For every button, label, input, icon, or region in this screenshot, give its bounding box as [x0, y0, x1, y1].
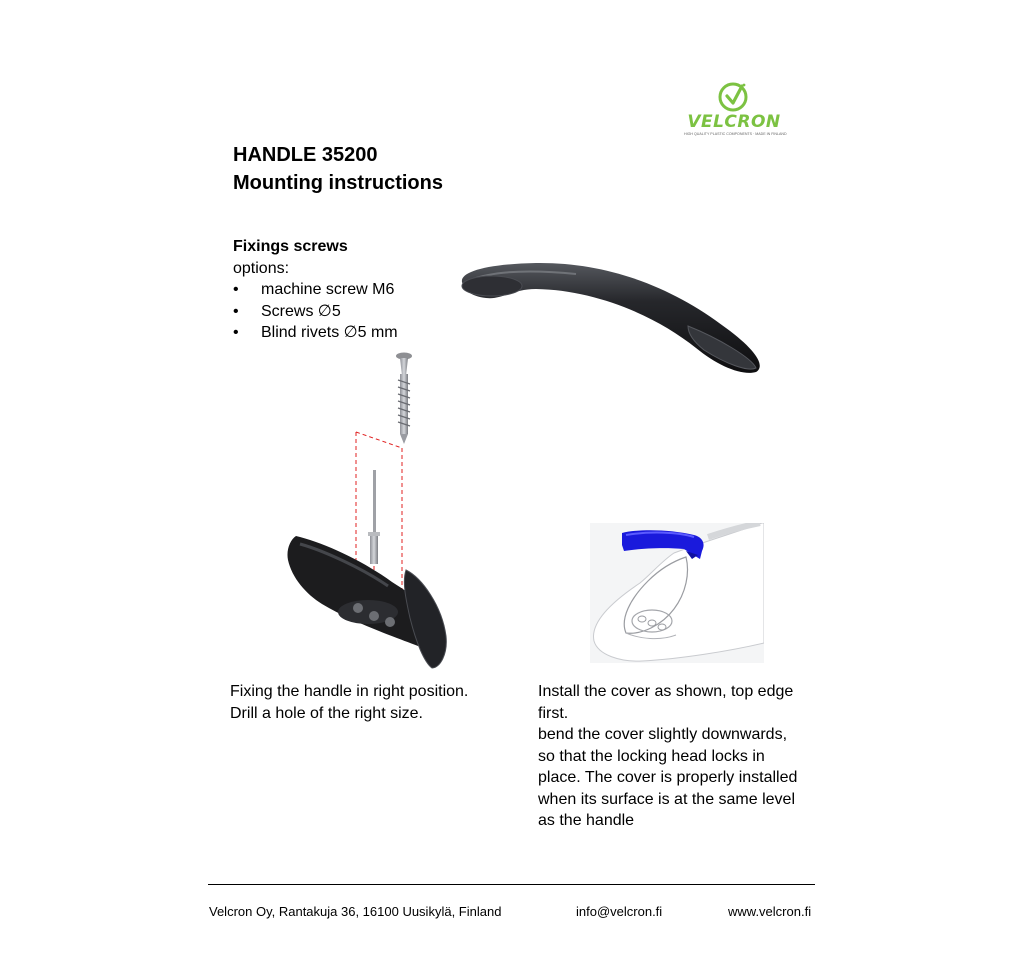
footer-email: info@velcron.fi: [576, 904, 663, 919]
drilling-diagram-image: [282, 346, 452, 672]
caption-line: as the handle: [538, 812, 635, 829]
fixings-heading: Fixings screws: [233, 238, 348, 255]
velcron-logo-icon: [718, 82, 750, 112]
list-item-text: Screws ∅5: [261, 302, 341, 320]
logo-wordmark: VELCRON: [687, 112, 781, 132]
caption-line: Fixing the handle in right position.: [230, 683, 469, 700]
footer-website: www.velcron.fi: [728, 904, 812, 919]
caption-line: first.: [538, 704, 569, 722]
caption-cover-install: [538, 681, 828, 832]
caption-line: when its surface is at the same level: [538, 790, 796, 808]
list-item-text: machine screw M6: [261, 281, 395, 298]
footer-divider: [208, 884, 815, 885]
caption-line: Install the cover as shown, top edge: [538, 683, 794, 700]
caption-line: place. The cover is properly installed: [538, 769, 798, 786]
caption-line: Drill a hole of the right size.: [230, 704, 423, 722]
list-item-text: Blind rivets ∅5 mm: [261, 324, 398, 341]
title-subtitle: Mounting instructions: [233, 172, 443, 194]
fixings-section: [233, 236, 398, 344]
caption-line: so that the locking head locks in: [538, 747, 765, 765]
fixings-list: [233, 279, 398, 344]
cover-installation-image: [590, 523, 764, 663]
bullet: •: [233, 281, 239, 298]
list-item: [233, 301, 398, 323]
title-product: HANDLE 35200: [233, 144, 378, 166]
list-item: [233, 322, 398, 344]
velcron-logo: [684, 82, 787, 138]
logo-tagline: HIGH QUALITY PLASTIC COMPONENTS · MADE IN FINLAND: [684, 132, 787, 136]
bullet: •: [233, 324, 239, 341]
footer-address: Velcron Oy, Rantakuja 36, 16100 Uusikylä, Finland: [209, 904, 502, 919]
document-title: [233, 141, 443, 197]
handle-product-image: [456, 256, 766, 380]
list-item: [233, 279, 398, 301]
caption-line: bend the cover slightly downwards,: [538, 726, 788, 743]
caption-fixing: [230, 681, 520, 724]
fixings-intro: options:: [233, 259, 290, 277]
bullet: •: [233, 302, 239, 320]
